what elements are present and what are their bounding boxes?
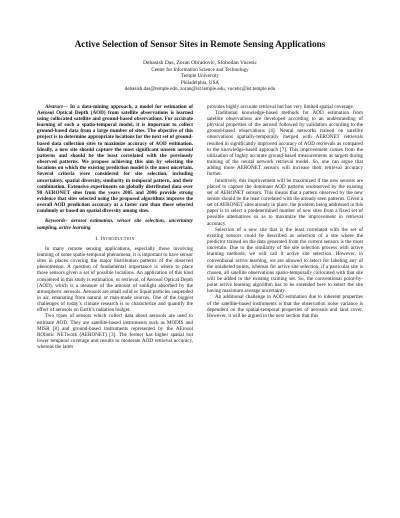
author-emails: debasish.das@temple.edu, zoran@ist.temple.edu, vucetic@ist.temple.edu: [124, 86, 276, 93]
section-heading-introduction: I. Introduction: [95, 235, 135, 242]
intro-paragraph-2: Two types of sensors which collect data about aerosols are used to estimate AOD. They are satellite-based instruments such as MODIS and MISR [8] and ground-based instruments represented by the AErosol RObotic NETwork (AERONET) [3]. The former has higher spatial but lower temporal coverage and results in moderate AOD retrieval accuracy, whereas the latter: [37, 313, 193, 351]
keywords-label: Keywords-: [45, 218, 68, 225]
city: Philadelphia, USA: [180, 79, 220, 86]
author-names: Debasish Das, Zoran Obradovic, Slobodan Vucetic: [142, 60, 258, 66]
right-paragraph-3: Selection of a new site that is the least correlated with the set of existing sensors could be described as selection of a site where the predictor trained on the data generated from the current sensors is the most uncertain. Due to the similarity of the site selection process with active learning methods, we will call it active site selection. However, in conventional active learning, we are allowed to select for labeling any of the unlabeled points, whereas for active site selection, if a particular site is chosen, all satellite observations spatio-temporally collocated with that site will be added to the existing training set. So, the conventional point-by-point active learning algorithm has to be extended here to select the site having maximum average uncertainty.: [207, 226, 363, 295]
paper-title: Active Selection of Sensor Sites in Remote Sensing Applications: [74, 40, 326, 50]
abstract-text: — In a data-mining approach, a model for estimation of Aerosol Optical Depth (AOD) from satellite observations is learned using collocated satellite and ground-based observations. For accurate learning of such a spatio-temporal model, it is important to collect ground-based data from a large number of sites. The objective of this project is to determine appropriate locations for the next set of ground-based data collection sites to maximize accuracy of AOD estimation. Ideally, a new site should capture the most significant unseen aerosol patterns and should be the least correlated with the previously observed patterns. We propose achieving this aim by selecting the locations on which the existing prediction model is the most uncertain. Several criteria were considered for site selection, including uncertainty, spatial diversity, similarity in temporal pattern, and their combination. Extensive experiments on globally distributed data over 90 AERONET sites from the years 2005 and 2006 provide strong evidence that sites selected using the proposed algorithms improve the overall AOD prediction accuracy at a faster rate than those selected randomly or based on spatial diversity among sites.: [37, 103, 193, 215]
university: Temple University: [181, 73, 219, 80]
affiliation: Center for Information Science and Technology: [151, 67, 249, 73]
right-paragraph-2: Intuitively, this improvement will be maximized if the new sensors are placed to capture the dominant AOD patterns unobserved by the existing set of AERONET sensors. This means that a pattern observed by the new sensor should be the least correlated with the already seen patterns. Given a set of AERONET sites already in place, the problem being addressed in this paper is to select a predetermined number of new sites from a fixed set of possible alternatives so as to maximize the improvement in retrieval accuracy.: [207, 177, 363, 227]
abstract-label: Abstract: [45, 103, 63, 110]
right-paragraph-1: Traditional knowledge-based methods for AOD estimation from satellite observations are developed according to an understanding of physical properties of the aerosol followed by validation according to the ground-based observations [4]. Neural networks trained on satellite observations spatially-temporally merged with AERONET retrievals resulted in significantly improved accuracy of AOD retrievals as compared to the knowledge-based approach [7]. This improvement comes from the utilization of highly accurate ground-based measurements as targets during training of the neural network retrieval model. So, one can argue that adding more AERONET sensors will increase their retrieval accuracy further.: [207, 109, 363, 178]
right-paragraph-0: provides highly accurate retrieval but has very limited spatial coverage.: [207, 103, 355, 110]
left-column: [37, 104, 193, 351]
two-column-body: [37, 104, 363, 351]
keywords-text: aerosol estimation, sensor site selection, uncertainty sampling, active learning: [37, 218, 193, 231]
keywords: [37, 218, 193, 230]
right-paragraph-4: An additional challenge in AOD estimation due to inherent properties of the satellite-based instruments is that the observation noise variance is dependent on the spatial-temporal properties of aerosols and land cover. However, it will be argued in the next section that this: [207, 294, 363, 319]
right-column: [207, 104, 363, 351]
intro-paragraph-1: In many remote sensing applications, especially those involving learning of some spatio-temporal phenomena, it is important to have sensor sites in places covering the major distribution patterns of the observed phenomenon. A question of fundamental importance is where to place those sensors given a set of possible locations. An application of this kind considered in this study is estimation, or retrieval, of Aerosol Optical Depth (AOD), which is a measure of the amount of sunlight absorbed by the atmospheric aerosols. Aerosols are small solid or liquid particles suspended in air, emanating from natural or man-made sources. One of the biggest challenges of today’s climate research is to characterize and quantify the effect of aerosols on Earth’s radiation budget.: [37, 245, 193, 314]
abstract: [37, 104, 193, 215]
author-block: [37, 60, 363, 93]
